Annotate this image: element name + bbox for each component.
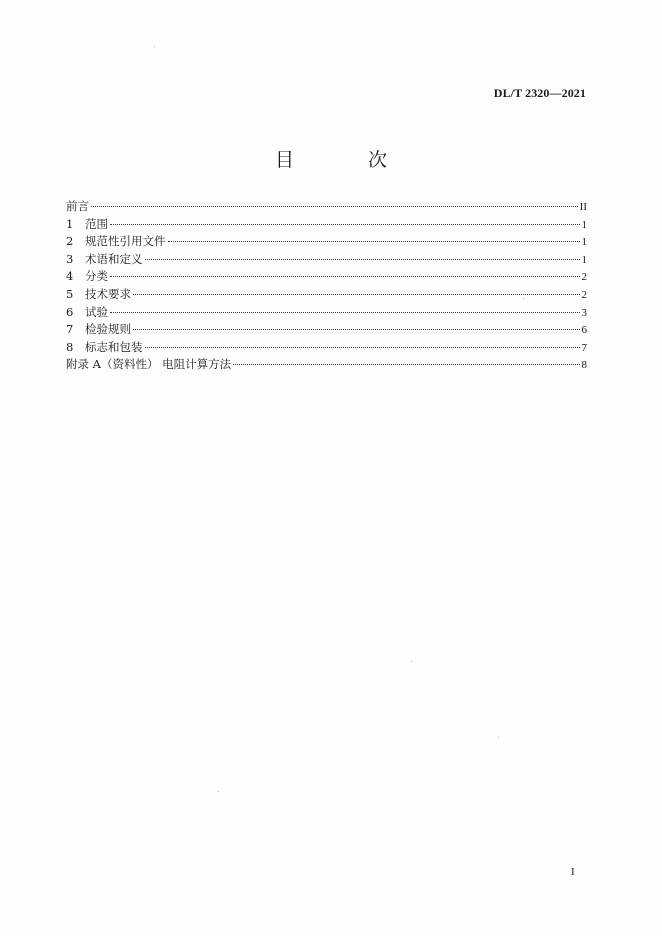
- toc-entry-label: 分类: [85, 269, 108, 284]
- scan-speck: [218, 791, 219, 792]
- toc-entry-label: 规范性引用文件: [85, 234, 166, 249]
- dot-leader: [133, 329, 580, 330]
- scan-speck: [498, 737, 499, 738]
- toc-entry-page: II: [579, 201, 587, 213]
- toc-entry-number: 7: [66, 322, 74, 337]
- toc-entry-number: 6: [66, 304, 74, 319]
- toc-entry-page: 3: [581, 306, 587, 319]
- toc-entry-terms-definitions[interactable]: [66, 251, 587, 269]
- dot-leader: [145, 259, 580, 260]
- standard-code: DL/T 2320—2021: [493, 86, 586, 100]
- dot-leader: [110, 224, 580, 225]
- toc-entry-inspection-rules[interactable]: [66, 321, 587, 339]
- toc-entry-page: 2: [581, 288, 587, 301]
- toc-entry-label: 附录 A（资料性） 电阻计算方法: [66, 357, 232, 372]
- toc-entry-page: 7: [581, 341, 587, 354]
- table-of-contents: [66, 198, 587, 374]
- toc-entry-page: 2: [581, 271, 587, 284]
- dot-leader: [91, 206, 578, 207]
- toc-entry-page: 6: [581, 324, 587, 337]
- scan-speck: [523, 298, 524, 299]
- toc-entry-normative-references[interactable]: [66, 233, 587, 251]
- dot-leader: [110, 276, 580, 277]
- toc-entry-label: 术语和定义: [85, 251, 143, 266]
- toc-entry-page: 1: [581, 253, 587, 266]
- toc-entry-label: 前言: [66, 199, 89, 213]
- toc-entry-label: 技术要求: [85, 286, 131, 301]
- toc-entry-number: 8: [66, 339, 74, 354]
- scan-speck: [411, 661, 412, 662]
- toc-entry-label: 标志和包装: [85, 339, 143, 354]
- toc-entry-classification[interactable]: [66, 268, 587, 286]
- toc-title: 目 次: [274, 149, 422, 171]
- toc-entry-marking-packaging[interactable]: [66, 339, 587, 357]
- toc-entry-tests[interactable]: [66, 304, 587, 322]
- dot-leader: [133, 294, 580, 295]
- toc-entry-page: 1: [581, 236, 587, 249]
- toc-entry-number: 2: [66, 234, 74, 249]
- toc-entry-label: 检验规则: [85, 322, 131, 337]
- toc-entry-page: 1: [581, 218, 587, 231]
- toc-entry-scope[interactable]: [66, 216, 587, 234]
- scan-speck: [154, 46, 155, 47]
- toc-entry-annex-a[interactable]: [66, 356, 587, 374]
- toc-entry-number: 1: [66, 216, 74, 231]
- dot-leader: [145, 347, 580, 348]
- toc-entry-technical-requirements[interactable]: [66, 286, 587, 304]
- toc-entry-number: 3: [66, 251, 74, 266]
- dot-leader: [168, 241, 580, 242]
- toc-entry-number: 5: [66, 286, 74, 301]
- toc-entry-foreword[interactable]: [66, 198, 587, 216]
- page-number: I: [571, 866, 575, 878]
- toc-entry-page: 8: [581, 359, 587, 372]
- dot-leader: [233, 364, 579, 365]
- dot-leader: [110, 312, 580, 313]
- toc-entry-label: 范围: [85, 216, 108, 231]
- toc-entry-label: 试验: [85, 304, 108, 319]
- toc-entry-number: 4: [66, 269, 74, 284]
